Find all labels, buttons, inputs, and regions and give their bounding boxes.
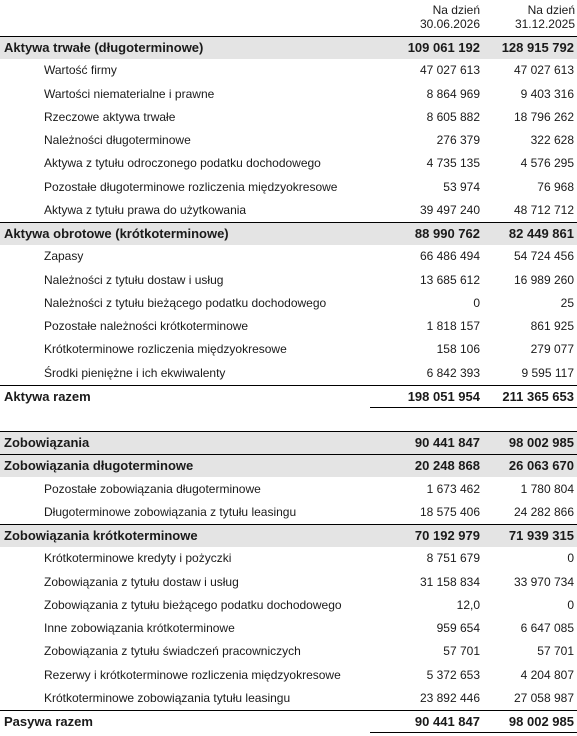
table-row xyxy=(0,640,577,663)
row-label: Aktywa trwałe (długoterminowe) xyxy=(4,40,204,55)
row-label: Krótkoterminowe kredyty i pożyczki xyxy=(44,551,232,566)
row-label: Rzeczowe aktywa trwałe xyxy=(44,109,176,124)
section-row xyxy=(0,454,577,477)
value-current: 158 106 xyxy=(436,342,480,357)
row-label: Krótkoterminowe rozliczenia międzyokresowe xyxy=(44,342,287,357)
value-current: 8 605 882 xyxy=(426,109,480,124)
table-row xyxy=(0,106,577,129)
row-label: Aktywa z tytułu prawa do użytkowania xyxy=(44,202,247,217)
row-label: Aktywa obrotowe (krótkoterminowe) xyxy=(4,226,229,241)
value-previous: 98 002 985 xyxy=(508,435,574,450)
row-label: Zobowiązania xyxy=(4,435,90,450)
column-header-previous xyxy=(485,3,575,31)
row-label: Pozostałe zobowiązania długoterminowe xyxy=(44,481,261,496)
row-label: Zapasy xyxy=(44,249,84,264)
table-row xyxy=(0,501,577,524)
value-previous: 128 915 792 xyxy=(501,40,574,55)
value-previous: 48 712 712 xyxy=(513,202,574,217)
value-previous: 322 628 xyxy=(530,133,574,147)
value-previous: 27 058 987 xyxy=(513,690,574,705)
value-current: 8 751 679 xyxy=(426,551,480,566)
value-current: 4 735 135 xyxy=(426,156,480,171)
value-current: 88 990 762 xyxy=(414,226,480,241)
table-row xyxy=(0,664,577,687)
column-header-date: 31.12.2025 xyxy=(514,17,575,31)
value-previous: 76 968 xyxy=(537,179,574,194)
value-previous: 1 780 804 xyxy=(520,481,574,496)
table-row xyxy=(0,687,577,710)
row-label: Pasywa razem xyxy=(4,714,93,729)
value-previous: 47 027 613 xyxy=(513,63,574,78)
row-label: Wartość firmy xyxy=(44,63,117,78)
value-previous: 0 xyxy=(567,551,574,566)
row-label: Pozostałe długoterminowe rozliczenia międzyokresowe xyxy=(44,179,338,194)
total-row xyxy=(0,385,577,408)
value-current: 70 192 979 xyxy=(414,528,480,543)
value-previous: 33 970 734 xyxy=(513,574,574,589)
table-row xyxy=(0,129,577,152)
section-row xyxy=(0,431,577,454)
value-previous: 9 595 117 xyxy=(521,365,574,380)
column-header-label: Na dzień xyxy=(432,3,480,17)
value-previous: 18 796 262 xyxy=(513,109,574,124)
value-current: 90 441 847 xyxy=(414,714,480,729)
column-header-label: Na dzień xyxy=(527,3,575,17)
table-row xyxy=(0,59,577,82)
row-label: Należności z tytułu dostaw i usług xyxy=(44,272,224,287)
column-header-date: 30.06.2026 xyxy=(419,17,480,31)
row-label: Środki pieniężne i ich ekwiwalenty xyxy=(44,365,226,380)
value-previous: 57 701 xyxy=(537,644,574,659)
value-current: 53 974 xyxy=(443,179,480,194)
value-previous: 25 xyxy=(560,295,574,310)
value-previous: 71 939 315 xyxy=(508,528,574,543)
value-previous: 4 204 807 xyxy=(520,667,574,682)
value-previous: 861 925 xyxy=(530,319,574,333)
table-row xyxy=(0,269,577,292)
value-current: 23 892 446 xyxy=(419,690,480,705)
value-previous: 6 647 085 xyxy=(520,621,574,635)
row-label: Inne zobowiązania krótkoterminowe xyxy=(44,621,235,635)
value-current: 90 441 847 xyxy=(414,435,480,450)
section-row xyxy=(0,36,577,59)
value-current: 959 654 xyxy=(436,621,480,635)
table-row xyxy=(0,338,577,361)
table-row xyxy=(0,83,577,106)
value-current: 31 158 834 xyxy=(419,574,480,589)
row-label: Zobowiązania krótkoterminowe xyxy=(4,528,198,543)
row-label: Rezerwy i krótkoterminowe rozliczenia międzyokresowe xyxy=(44,667,341,682)
value-current: 39 497 240 xyxy=(419,202,480,217)
table-row xyxy=(0,478,577,501)
total-underline xyxy=(370,407,577,408)
value-previous: 54 724 456 xyxy=(513,249,574,264)
row-label: Aktywa z tytułu odroczonego podatku dochodowego xyxy=(44,156,321,171)
value-current: 6 842 393 xyxy=(426,365,480,380)
row-label: Zobowiązania z tytułu dostaw i usług xyxy=(44,574,239,589)
value-previous: 26 063 670 xyxy=(508,458,574,474)
value-previous: 4 576 295 xyxy=(520,156,574,171)
row-label: Wartości niematerialne i prawne xyxy=(44,86,215,101)
total-underline xyxy=(370,732,577,733)
table-row xyxy=(0,547,577,570)
value-current: 47 027 613 xyxy=(419,63,480,78)
table-row xyxy=(0,199,577,222)
value-previous: 16 989 260 xyxy=(513,272,574,287)
value-current: 18 575 406 xyxy=(419,504,480,519)
row-label: Krótkoterminowe zobowiązania tytułu leasingu xyxy=(44,690,291,705)
table-row xyxy=(0,245,577,268)
row-label: Aktywa razem xyxy=(4,388,91,404)
value-current: 276 379 xyxy=(436,133,480,147)
value-current: 8 864 969 xyxy=(426,86,480,101)
row-label: Należności z tytułu bieżącego podatku dochodowego xyxy=(44,295,327,310)
table-row xyxy=(0,362,577,385)
row-label: Zobowiązania długoterminowe xyxy=(4,458,194,474)
value-current: 5 372 653 xyxy=(426,667,480,682)
table-row xyxy=(0,315,577,338)
total-row xyxy=(0,710,577,733)
divider xyxy=(0,431,577,432)
table-row xyxy=(0,292,577,315)
column-header xyxy=(0,0,577,36)
value-current: 1 818 157 xyxy=(426,319,480,333)
value-previous: 82 449 861 xyxy=(508,226,574,241)
value-current: 66 486 494 xyxy=(419,249,480,264)
value-current: 198 051 954 xyxy=(407,388,480,404)
row-label: Zobowiązania z tytułu świadczeń pracowniczych xyxy=(44,644,301,659)
value-previous: 0 xyxy=(567,597,574,612)
table-row xyxy=(0,571,577,594)
column-header-current xyxy=(390,3,480,31)
value-previous: 211 365 653 xyxy=(502,388,574,404)
section-row xyxy=(0,524,577,547)
value-current: 12,0 xyxy=(456,597,480,612)
value-current: 57 701 xyxy=(443,644,480,659)
value-current: 0 xyxy=(473,295,480,310)
row-label: Zobowiązania z tytułu bieżącego podatku dochodowego xyxy=(44,597,342,612)
value-previous: 9 403 316 xyxy=(520,86,574,101)
row-label: Długoterminowe zobowiązania z tytułu leasingu xyxy=(44,504,297,519)
table-row xyxy=(0,617,577,640)
value-previous: 24 282 866 xyxy=(513,504,574,519)
row-label: Pozostałe należności krótkoterminowe xyxy=(44,319,249,333)
table-row xyxy=(0,176,577,199)
value-current: 20 248 868 xyxy=(414,458,480,474)
value-previous: 98 002 985 xyxy=(508,714,574,729)
value-current: 109 061 192 xyxy=(407,40,480,55)
table-row xyxy=(0,594,577,617)
value-current: 1 673 462 xyxy=(426,481,480,496)
row-label: Należności długoterminowe xyxy=(44,133,191,147)
section-row xyxy=(0,222,577,245)
value-current: 13 685 612 xyxy=(419,272,480,287)
value-previous: 279 077 xyxy=(530,342,574,357)
table-row xyxy=(0,152,577,175)
